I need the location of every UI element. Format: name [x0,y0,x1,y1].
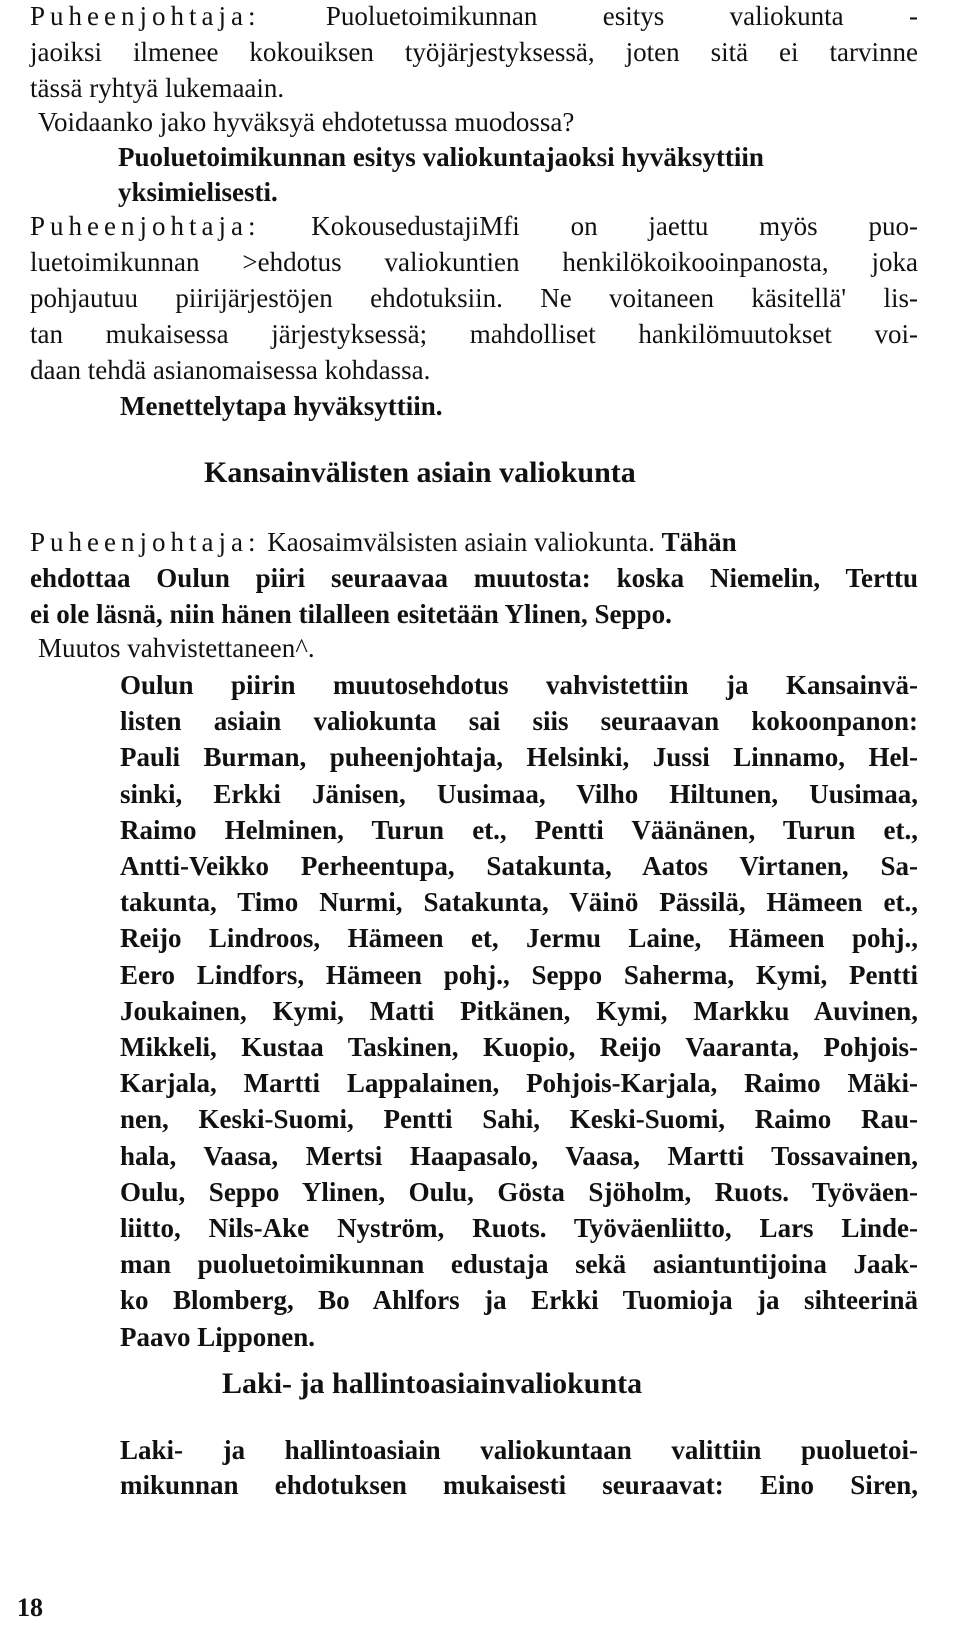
p2-line-4: tan mukaisessa järjestyksessä; mahdolliset hankilömuutokset voi- [30,319,918,349]
p3-line-2: ehdottaa Oulun piiri seuraavaa muutosta: koska Niemelin, Terttu [30,563,918,593]
committee-line: listen asiain valiokunta sai siis seuraavan kokoonpanon: [120,706,918,736]
page-number: 18 [17,1593,43,1622]
committee-line: Paavo Lipponen. [120,1322,316,1352]
committee-line: Karjala, Martti Lappalainen, Pohjois-Karjala, Raimo Mäki- [120,1068,918,1098]
decision-2: Menettelytapa hyväksyttiin. [120,391,443,421]
p1-line-4: Voidaanko jako hyväksyä ehdotetussa muodossa? [38,107,575,137]
p1-line-3: tässä ryhtyä lukemaain. [30,73,285,103]
p2-line-5: daan tehdä asianomaisessa kohdassa. [30,355,431,385]
p3-line-1 [30,524,918,560]
committee-line: Joukainen, Kymi, Matti Pitkänen, Kymi, Markku Auvinen, [120,996,918,1026]
speaker-label: Puheenjohtaja: [30,527,261,557]
p4-line-2: mikunnan ehdotuksen mukaisesti seuraavat: Eino Siren, [120,1470,918,1500]
p2-line-2: luetoimikunnan >ehdotus valiokuntien henkilökoikooinpanosta, joka [30,247,918,277]
p2-line-1-text: KokousedustajiMfi on jaettu myös puo- [260,211,918,241]
speaker-label: Puheenjohtaja: [30,211,261,241]
p1-line-1 [30,0,918,34]
committee-line: liitto, Nils-Ake Nyström, Ruots. Työväenliitto, Lars Linde- [120,1213,918,1243]
committee-line: Mikkeli, Kustaa Taskinen, Kuopio, Reijo Vaaranta, Pohjois- [120,1032,918,1062]
decision-1-line-2: yksimielisesti. [118,177,278,207]
committee-line: Oulu, Seppo Ylinen, Oulu, Gösta Sjöholm, Ruots. Työväen- [120,1177,918,1207]
committee-line: man puoluetoimikunnan edustaja sekä asiantuntijoina Jaak- [120,1249,918,1279]
p1-line-2: jaoiksi ilmenee kokouiksen työjärjestyksessä, joten sitä ei tarvinne [30,37,918,67]
section-heading-1: Kansainvälisten asiain valiokunta [204,456,636,489]
committee-line: nen, Keski-Suomi, Pentti Sahi, Keski-Suomi, Raimo Rau- [120,1104,918,1134]
p3-line-3: ei ole läsnä, niin hänen tilalleen esitetään Ylinen, Seppo. [30,599,672,629]
committee-line: takunta, Timo Nurmi, Satakunta, Väinö Pässilä, Hämeen et., [120,887,918,917]
p1-line-1-text: Puoluetoimikunnan esitys valiokunta - [260,1,918,31]
section-heading-2: Laki- ja hallintoasiainvaliokunta [222,1367,643,1400]
p4-line-1: Laki- ja hallintoasiain valiokuntaan valittiin puoluetoi- [120,1435,918,1465]
p3-line-4: Muutos vahvistettaneen^. [38,633,315,663]
committee-line: sinki, Erkki Jänisen, Uusimaa, Vilho Hiltunen, Uusimaa, [120,779,918,809]
committee-line: Eero Lindfors, Hämeen pohj., Seppo Saherma, Kymi, Pentti [120,960,918,990]
speaker-label: Puheenjohtaja: [30,1,261,31]
committee-line: Oulun piirin muutosehdotus vahvistettiin ja Kansainvä- [120,670,918,700]
p2-line-1 [30,208,918,244]
p2-line-3: pohjautuu piirijärjestöjen ehdotuksiin. Ne voitaneen käsitellä' lis- [30,283,918,313]
p3-line-1-bold: Tähän [661,527,737,557]
committee-line: Reijo Lindroos, Hämeen et, Jermu Laine, Hämeen pohj., [120,923,918,953]
committee-line: Pauli Burman, puheenjohtaja, Helsinki, Jussi Linnamo, Hel- [120,742,918,772]
p3-line-1-text: Kaosaimvälsisten asiain valiokunta. [260,527,662,557]
decision-1-line-1: Puoluetoimikunnan esitys valiokuntajaoksi hyväksyttiin [118,142,764,172]
committee-line: Raimo Helminen, Turun et., Pentti Väänänen, Turun et., [120,815,918,845]
committee-line: hala, Vaasa, Mertsi Haapasalo, Vaasa, Martti Tossavainen, [120,1141,918,1171]
committee-line: ko Blomberg, Bo Ahlfors ja Erkki Tuomioja ja sihteerinä [120,1285,918,1315]
committee-line: Antti-Veikko Perheentupa, Satakunta, Aatos Virtanen, Sa- [120,851,918,881]
